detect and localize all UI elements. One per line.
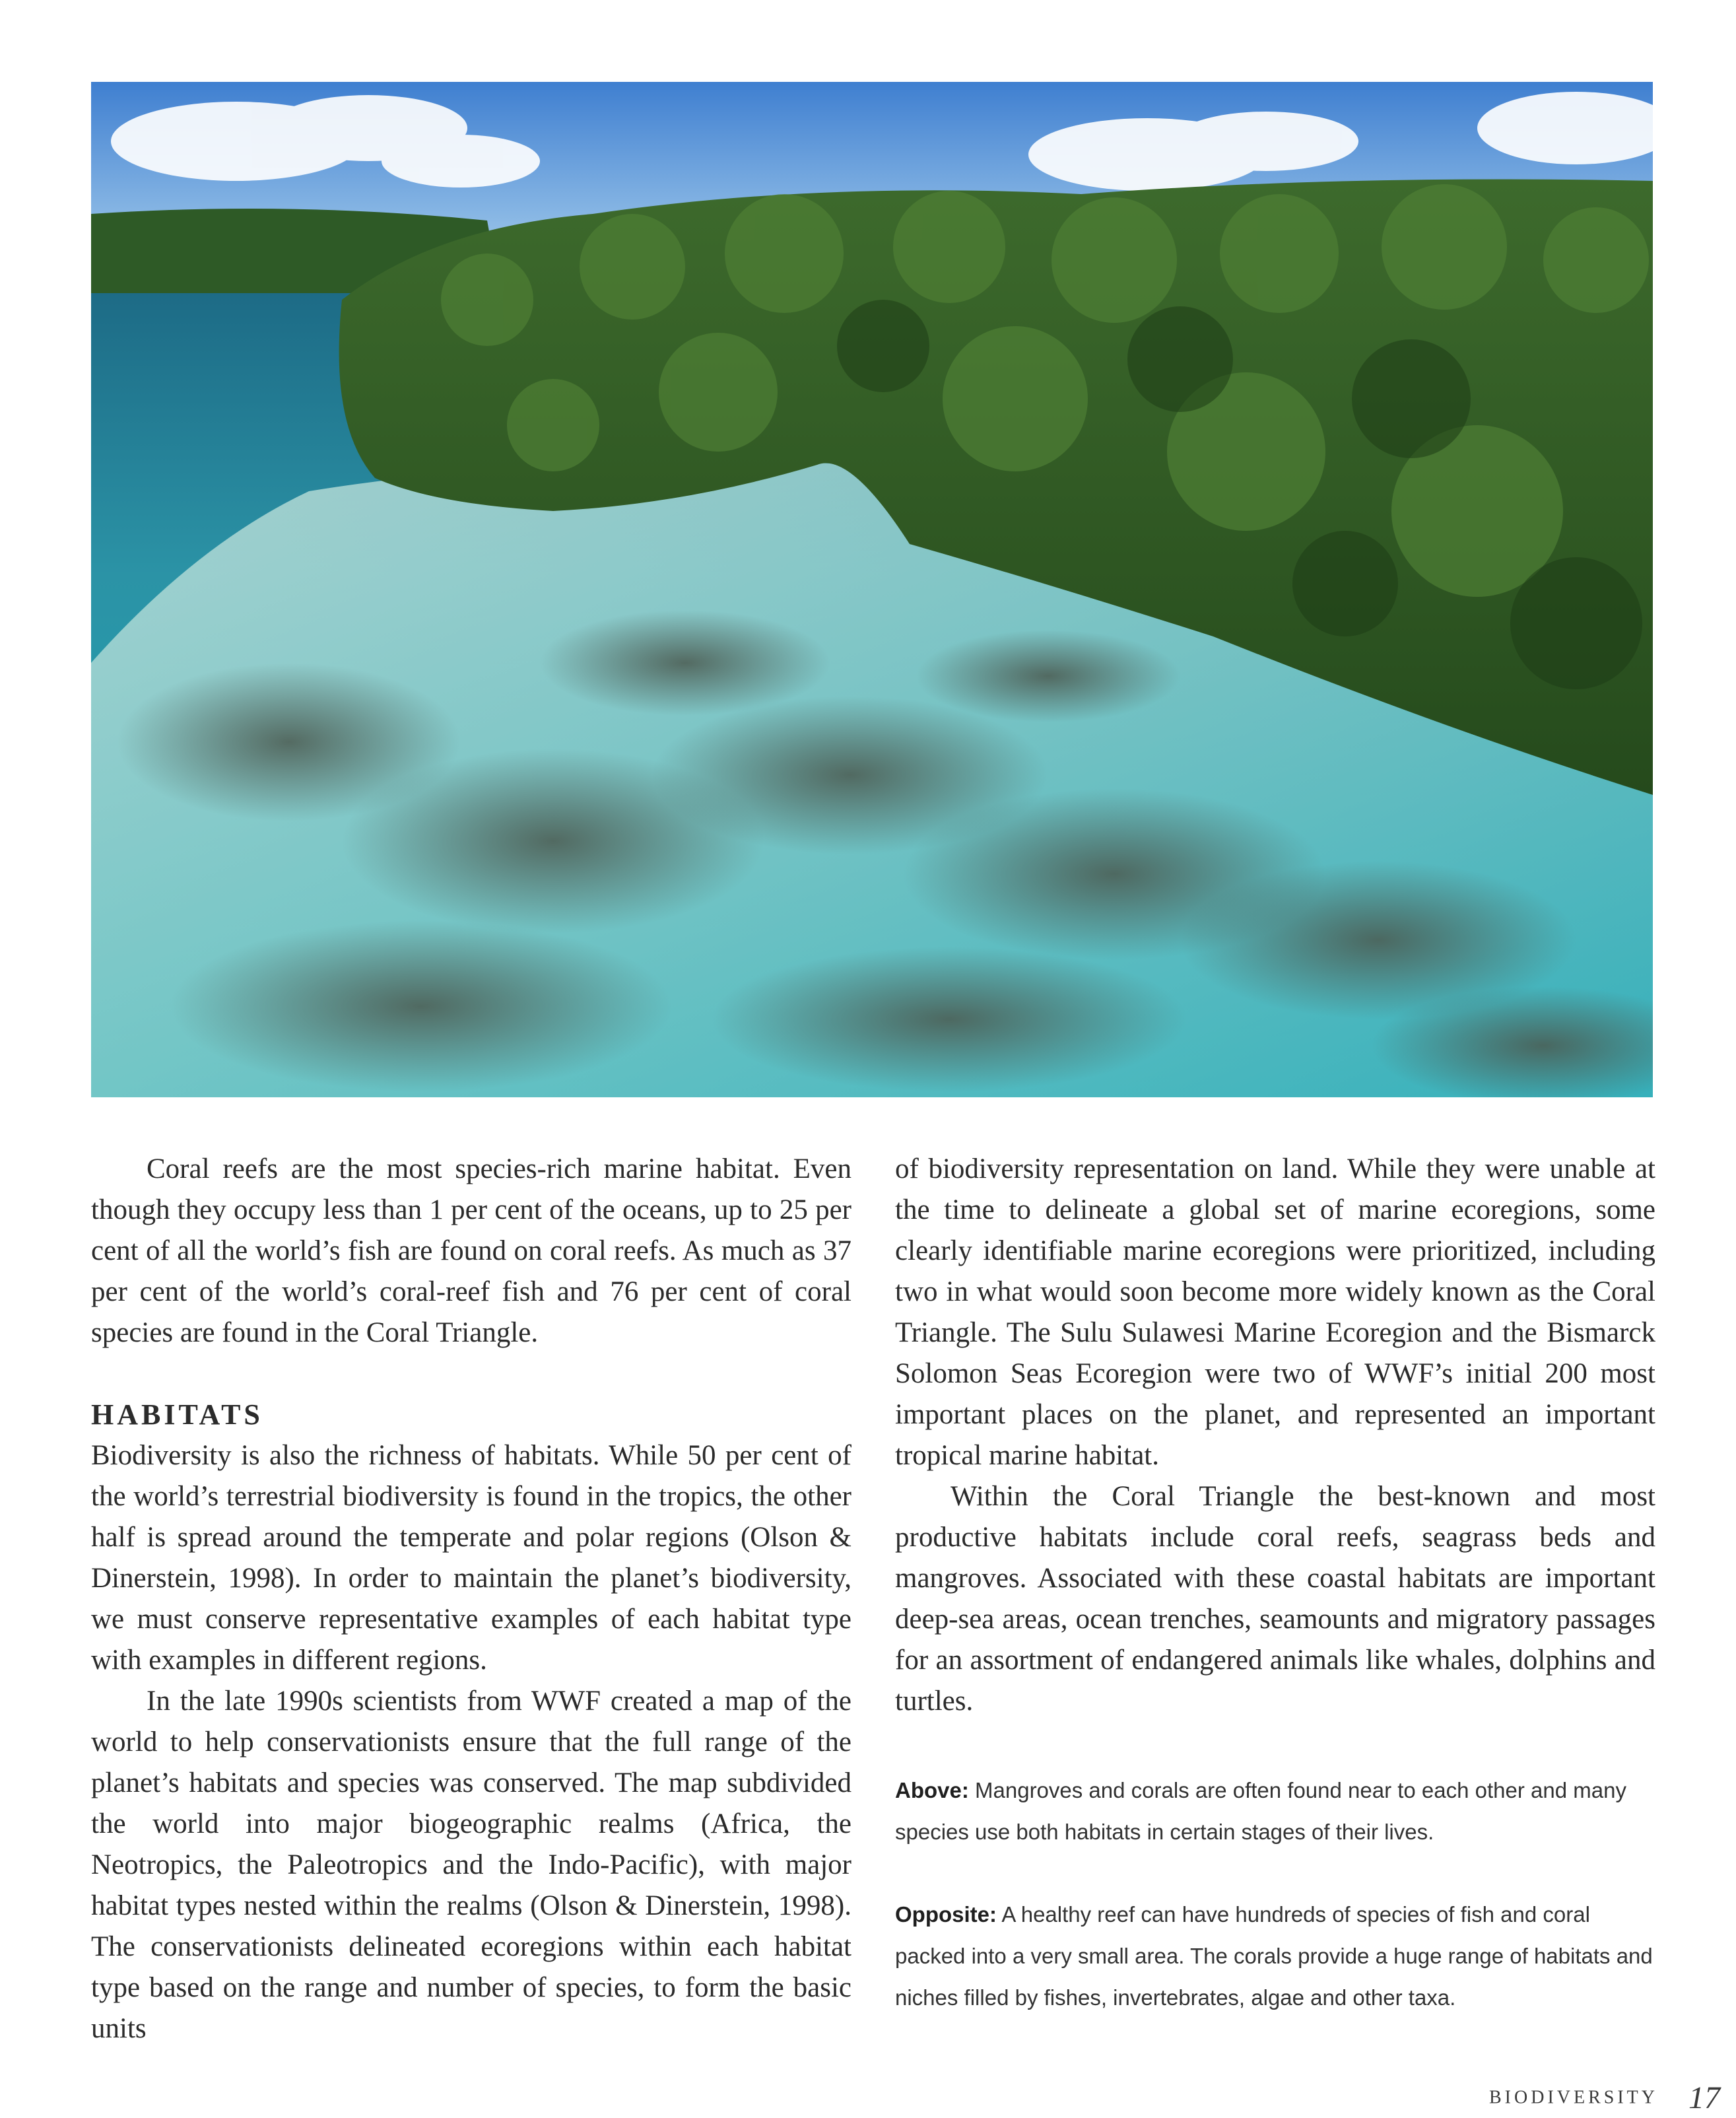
caption-opposite-text: A healthy reef can have hundreds of species of fish and coral packed into a very small area. The corals provide a huge range of habitats and niches filled by fishes, invertebrates, algae and other taxa. <box>895 1902 1653 2010</box>
mangrove-reef-photo <box>91 82 1653 1097</box>
caption-above <box>895 1769 1655 1853</box>
caption-above-label: Above: <box>895 1778 969 1802</box>
page-footer <box>1489 2080 1720 2116</box>
right-text-column <box>895 1149 1655 1722</box>
page-number: 17 <box>1688 2080 1720 2115</box>
caption-opposite <box>895 1894 1655 2018</box>
habitats-heading: HABITATS <box>91 1398 263 1431</box>
caption-opposite-label: Opposite: <box>895 1902 997 1927</box>
photo-captions <box>895 1769 1655 2018</box>
photo-illustration <box>91 82 1653 1097</box>
section-title: BIODIVERSITY <box>1489 2087 1658 2108</box>
wwf-map-paragraph: In the late 1990s scientists from WWF created a map of the world to help conservationists ensure that the full range of the planet’s habitats and species was conserved. The map subdivided the world into major biogeographic realms (Africa, the Neotropics, the Paleotropics and the Indo-Pacific), with major habitat types nested within the realms (Olson & Dinerstein, 1998). The conservationists delineated ecoregions within each habitat type based on the range and number of species, to form the basic units <box>91 1686 851 2044</box>
coral-reefs-paragraph: Coral reefs are the most species-rich marine habitat. Even though they occupy less than 1 per cent of the oceans, up to 25 per cent of all the world’s fish are found on coral reefs. As much as 37 per cent of the world’s coral-reef fish and 76 per cent of coral species are found in the Coral Triangle. <box>91 1153 851 1348</box>
habitats-paragraph: Biodiversity is also the richness of habitats. While 50 per cent of the world’s terrestrial biodiversity is found in the tropics, the other half is spread around the temperate and polar regions (Olson & Dinerstein, 1998). In order to maintain the planet’s biodiversity, we must conserve representative examples of each habitat type with examples in different regions. <box>91 1440 851 1676</box>
coral-triangle-habitats-paragraph: Within the Coral Triangle the best-known and most productive habitats include coral reefs, seagrass beds and mangroves. Associated with these coastal habitats are important deep-sea areas, ocean trenches, seamounts and migratory passages for an assortment of endangered animals like whales, dolphins and turtles. <box>895 1481 1655 1717</box>
caption-above-text: Mangroves and corals are often found near to each other and many species use both habitats in certain stages of their lives. <box>895 1778 1626 1844</box>
ecoregions-paragraph: of biodiversity representation on land. While they were unable at the time to delineate a global set of marine ecoregions, some clearly identifiable marine ecoregions were prioritized, including two in what would soon become more widely known as the Coral Triangle. The Sulu Sulawesi Marine Ecoregion and the Bismarck Solomon Seas Ecoregion were two of WWF’s initial 200 most important places on the planet, and represented an important tropical marine habitat. <box>895 1153 1655 1471</box>
left-text-column <box>91 1149 851 2049</box>
